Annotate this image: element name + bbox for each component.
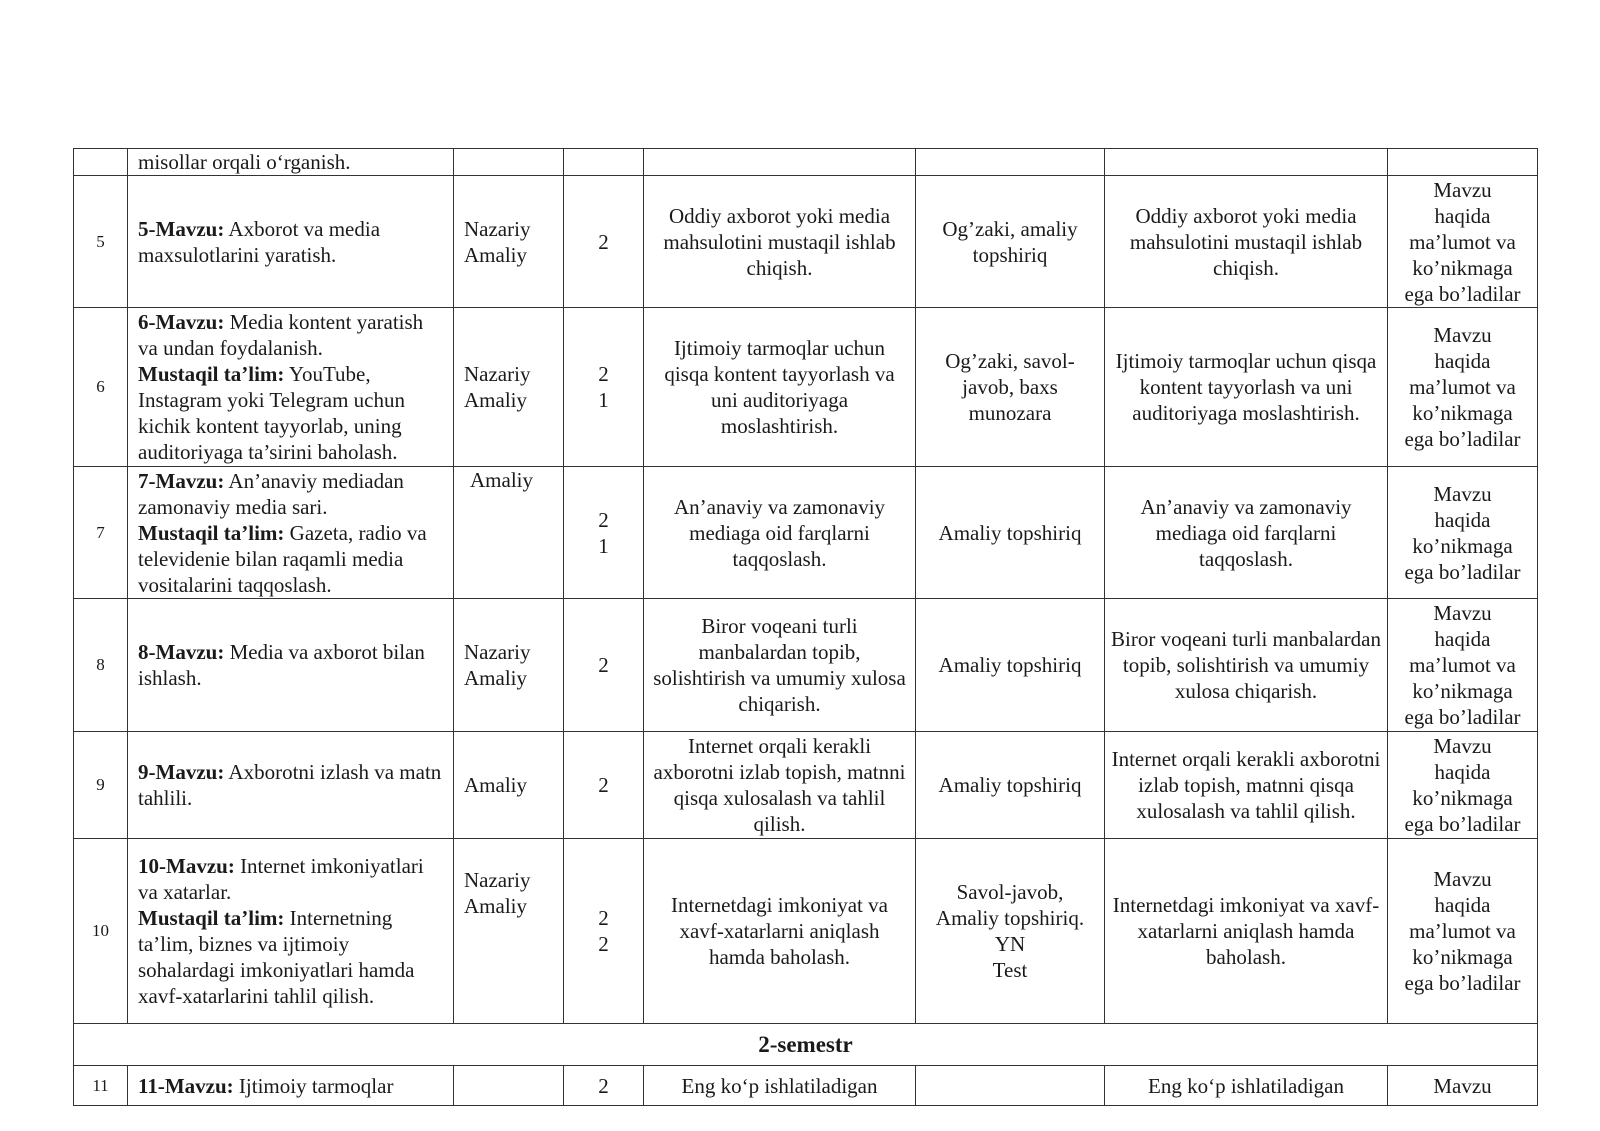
hours-cell	[564, 149, 644, 176]
semester-heading: 2-semestr	[74, 1024, 1538, 1066]
topic-cell	[128, 732, 454, 839]
result-line: ma’lumot va	[1409, 919, 1516, 943]
result-cell	[1388, 599, 1538, 732]
result-line: ega bo’ladilar	[1404, 559, 1521, 584]
result-line: haqida	[1434, 507, 1491, 532]
result-line: haqida	[1434, 203, 1491, 228]
assessment-line: YN	[994, 932, 1026, 956]
type-cell	[454, 732, 564, 839]
table-row	[74, 1066, 1538, 1106]
type-line: Nazariy	[464, 640, 531, 664]
result-line: Mavzu	[1433, 601, 1492, 625]
assessment-line: Og’zaki, amaliy	[942, 216, 1078, 241]
row-number: 8	[74, 599, 128, 732]
result-line: ko’nikmaga	[1412, 255, 1513, 280]
result-line: ma’lumot va	[1409, 375, 1516, 399]
table-row-continuation	[74, 149, 1538, 176]
semester-row	[74, 1024, 1538, 1066]
assessment-cell	[916, 599, 1105, 732]
result-line: ma’lumot va	[1409, 653, 1516, 677]
result-line: haqida	[1434, 349, 1491, 373]
activity-cell: Internetdagi imkoniyat va xavf-xatarlarni aniqlash hamda baholash.	[644, 839, 916, 1024]
type-line: Nazariy	[464, 362, 531, 386]
independent-study-text: YouTube, Instagram yoki Telegram uchun kichik kontent tayyorlab, uning auditoriyaga ta’sirini baholash.	[138, 362, 405, 464]
result-cell	[1388, 176, 1538, 308]
type-cell	[454, 308, 564, 467]
activity-cell: Eng ko‘p ishlatiladigan	[644, 1066, 916, 1106]
type-cell	[454, 467, 564, 599]
independent-study-label: Mustaqil ta’lim:	[138, 362, 285, 386]
hours-cell	[564, 732, 644, 839]
result-line: ega bo’ladilar	[1404, 427, 1521, 451]
activity-cell: An’anaviy va zamonaviy mediaga oid farqlarni taqqoslash.	[644, 467, 916, 599]
result-line: ko’nikmaga	[1412, 679, 1513, 703]
outcome-cell: Eng ko‘p ishlatiladigan	[1105, 1066, 1388, 1106]
independent-study-text: Gazeta, radio va televidenie bilan raqamli media vositalarini taqqoslash.	[138, 520, 427, 597]
topic-cell	[128, 839, 454, 1024]
hours-line: 2	[598, 932, 609, 956]
activity-cell: Oddiy axborot yoki media mahsulotini mustaqil ishlab chiqish.	[644, 176, 916, 308]
table-row	[74, 599, 1538, 732]
topic-title: 7-Mavzu:	[138, 468, 225, 493]
outcome-cell: Internetdagi imkoniyat va xavf-xatarlarni aniqlash hamda baholash.	[1105, 839, 1388, 1024]
topic-title: 5-Mavzu:	[138, 216, 225, 241]
assessment-line: Amaliy topshiriq	[938, 520, 1082, 545]
result-line: ko’nikmaga	[1412, 786, 1513, 810]
assessment-cell	[916, 467, 1105, 599]
hours-line: 2	[598, 507, 609, 532]
independent-study-label: Mustaqil ta’lim:	[138, 520, 285, 545]
topic-text: An’anaviy mediadan zamonaviy media sari.	[138, 468, 404, 519]
topic-title: 11-Mavzu:	[138, 1073, 234, 1098]
outcome-cell: Internet orqali kerakli axborotni izlab topish, matnni qisqa xulosalash va tahlil qilish.	[1105, 732, 1388, 839]
outcome-cell: Oddiy axborot yoki media mahsulotini mustaqil ishlab chiqish.	[1105, 176, 1388, 308]
assessment-line: Amaliy topshiriq.	[935, 906, 1085, 930]
type-line: Nazariy	[464, 216, 531, 241]
assessment-line: Savol-javob,	[956, 880, 1064, 904]
result-line: ega bo’ladilar	[1404, 812, 1521, 836]
row-number: 7	[74, 467, 128, 599]
hours-line: 2	[598, 773, 609, 797]
outcome-cell: Ijtimoiy tarmoqlar uchun qisqa kontent tayyorlash va uni auditoriyaga moslashtirish.	[1105, 308, 1388, 467]
topic-cell	[128, 467, 454, 599]
table-row	[74, 176, 1538, 308]
activity-cell: Internet orqali kerakli axborotni izlab topish, matnni qisqa xulosalash va tahlil qilish.	[644, 732, 916, 839]
result-line: Mavzu	[1433, 734, 1492, 758]
independent-study-label: Mustaqil ta’lim:	[138, 906, 285, 930]
topic-title: 10-Mavzu:	[138, 854, 235, 878]
result-line: ko’nikmaga	[1412, 533, 1513, 558]
assessment-line: Amaliy topshiriq	[938, 773, 1082, 797]
result-line: haqida	[1434, 627, 1491, 651]
activity-cell: Biror voqeani turli manbalardan topib, solishtirish va umumiy xulosa chiqarish.	[644, 599, 916, 732]
topic-text: Axborotni izlash va matn tahlili.	[138, 760, 442, 810]
hours-line: 1	[598, 533, 609, 558]
outcome-cell: An’anaviy va zamonaviy mediaga oid farqlarni taqqoslash.	[1105, 467, 1388, 599]
hours-cell	[564, 599, 644, 732]
type-line: Amaliy	[464, 388, 527, 412]
result-line: Mavzu	[1433, 177, 1492, 202]
hours-cell	[564, 308, 644, 467]
topic-cell	[128, 599, 454, 732]
topic-title: 8-Mavzu:	[138, 640, 225, 664]
hours-cell	[564, 467, 644, 599]
result-line: haqida	[1434, 893, 1491, 917]
assessment-cell	[916, 149, 1105, 176]
topic-cell	[128, 1066, 454, 1106]
topic-text: Ijtimoiy tarmoqlar	[233, 1073, 394, 1098]
type-line: Nazariy	[464, 868, 531, 892]
result-line: haqida	[1434, 760, 1491, 784]
result-cell	[1388, 732, 1538, 839]
result-cell: Mavzu	[1388, 1066, 1538, 1106]
type-cell	[454, 1066, 564, 1106]
assessment-line: Amaliy topshiriq	[938, 653, 1082, 677]
type-cell	[454, 839, 564, 1024]
hours-line: 2	[598, 906, 609, 930]
topic-cell: misollar orqali o‘rganish.	[128, 149, 454, 176]
table-row	[74, 732, 1538, 839]
result-line: Mavzu	[1433, 481, 1492, 506]
assessment-cell	[916, 1066, 1105, 1106]
result-cell	[1388, 467, 1538, 599]
result-cell	[1388, 839, 1538, 1024]
hours-cell: 2	[564, 1066, 644, 1106]
topic-cell	[128, 176, 454, 308]
assessment-line: javob, baxs	[962, 375, 1058, 399]
hours-line: 2	[598, 653, 609, 677]
assessment-cell	[916, 839, 1105, 1024]
assessment-line: munozara	[968, 401, 1052, 425]
type-line: Amaliy	[464, 242, 527, 267]
assessment-line: Og’zaki, savol-	[945, 349, 1075, 373]
result-line: ega bo’ladilar	[1404, 971, 1521, 995]
assessment-cell	[916, 176, 1105, 308]
hours-cell	[564, 176, 644, 308]
row-number: 11	[74, 1066, 128, 1106]
hours-line: 2	[598, 362, 609, 386]
assessment-cell	[916, 308, 1105, 467]
result-line: Mavzu	[1433, 867, 1492, 891]
type-line: Amaliy	[470, 468, 533, 492]
result-line: ko’nikmaga	[1412, 945, 1513, 969]
result-cell	[1388, 308, 1538, 467]
topic-text: Media kontent yaratish va undan foydalanish.	[138, 310, 424, 360]
topic-text: Media va axborot bilan ishlash.	[138, 640, 425, 690]
hours-line: 2	[598, 229, 609, 254]
outcome-cell	[1105, 149, 1388, 176]
type-cell	[454, 149, 564, 176]
type-line: Amaliy	[464, 666, 527, 690]
topic-title: 9-Mavzu:	[138, 760, 225, 784]
curriculum-table	[73, 148, 1538, 1106]
type-cell	[454, 599, 564, 732]
row-number	[74, 149, 128, 176]
result-line: ma’lumot va	[1409, 229, 1516, 254]
type-line: Amaliy	[464, 773, 527, 797]
activity-cell	[644, 149, 916, 176]
row-number: 10	[74, 839, 128, 1024]
assessment-cell	[916, 732, 1105, 839]
result-cell	[1388, 149, 1538, 176]
table-row	[74, 839, 1538, 1024]
assessment-line: Test	[992, 958, 1028, 982]
result-line: Mavzu	[1433, 323, 1492, 347]
type-cell	[454, 176, 564, 308]
topic-cell	[128, 308, 454, 467]
topic-text: Axborot va media maxsulotlarini yaratish.	[138, 216, 381, 267]
topic-text: Internet imkoniyatlari va xatarlar.	[138, 854, 424, 904]
row-number: 9	[74, 732, 128, 839]
row-number: 5	[74, 176, 128, 308]
activity-cell: Ijtimoiy tarmoqlar uchun qisqa kontent tayyorlash va uni auditoriyaga moslashtirish.	[644, 308, 916, 467]
row-number: 6	[74, 308, 128, 467]
hours-cell	[564, 839, 644, 1024]
result-line: ko’nikmaga	[1412, 401, 1513, 425]
independent-study-text: Internetning ta’lim, biznes va ijtimoiy sohalardagi imkoniyatlari hamda xavf-xatarlarini tahlil qilish.	[138, 906, 415, 1008]
type-line: Amaliy	[464, 894, 527, 918]
topic-title: 6-Mavzu:	[138, 310, 225, 334]
result-line: ega bo’ladilar	[1404, 705, 1521, 729]
result-line: ega bo’ladilar	[1404, 281, 1521, 306]
hours-line: 1	[598, 388, 609, 412]
assessment-line: topshiriq	[972, 242, 1048, 267]
table-row	[74, 308, 1538, 467]
table-row	[74, 467, 1538, 599]
outcome-cell: Biror voqeani turli manbalardan topib, solishtirish va umumiy xulosa chiqarish.	[1105, 599, 1388, 732]
